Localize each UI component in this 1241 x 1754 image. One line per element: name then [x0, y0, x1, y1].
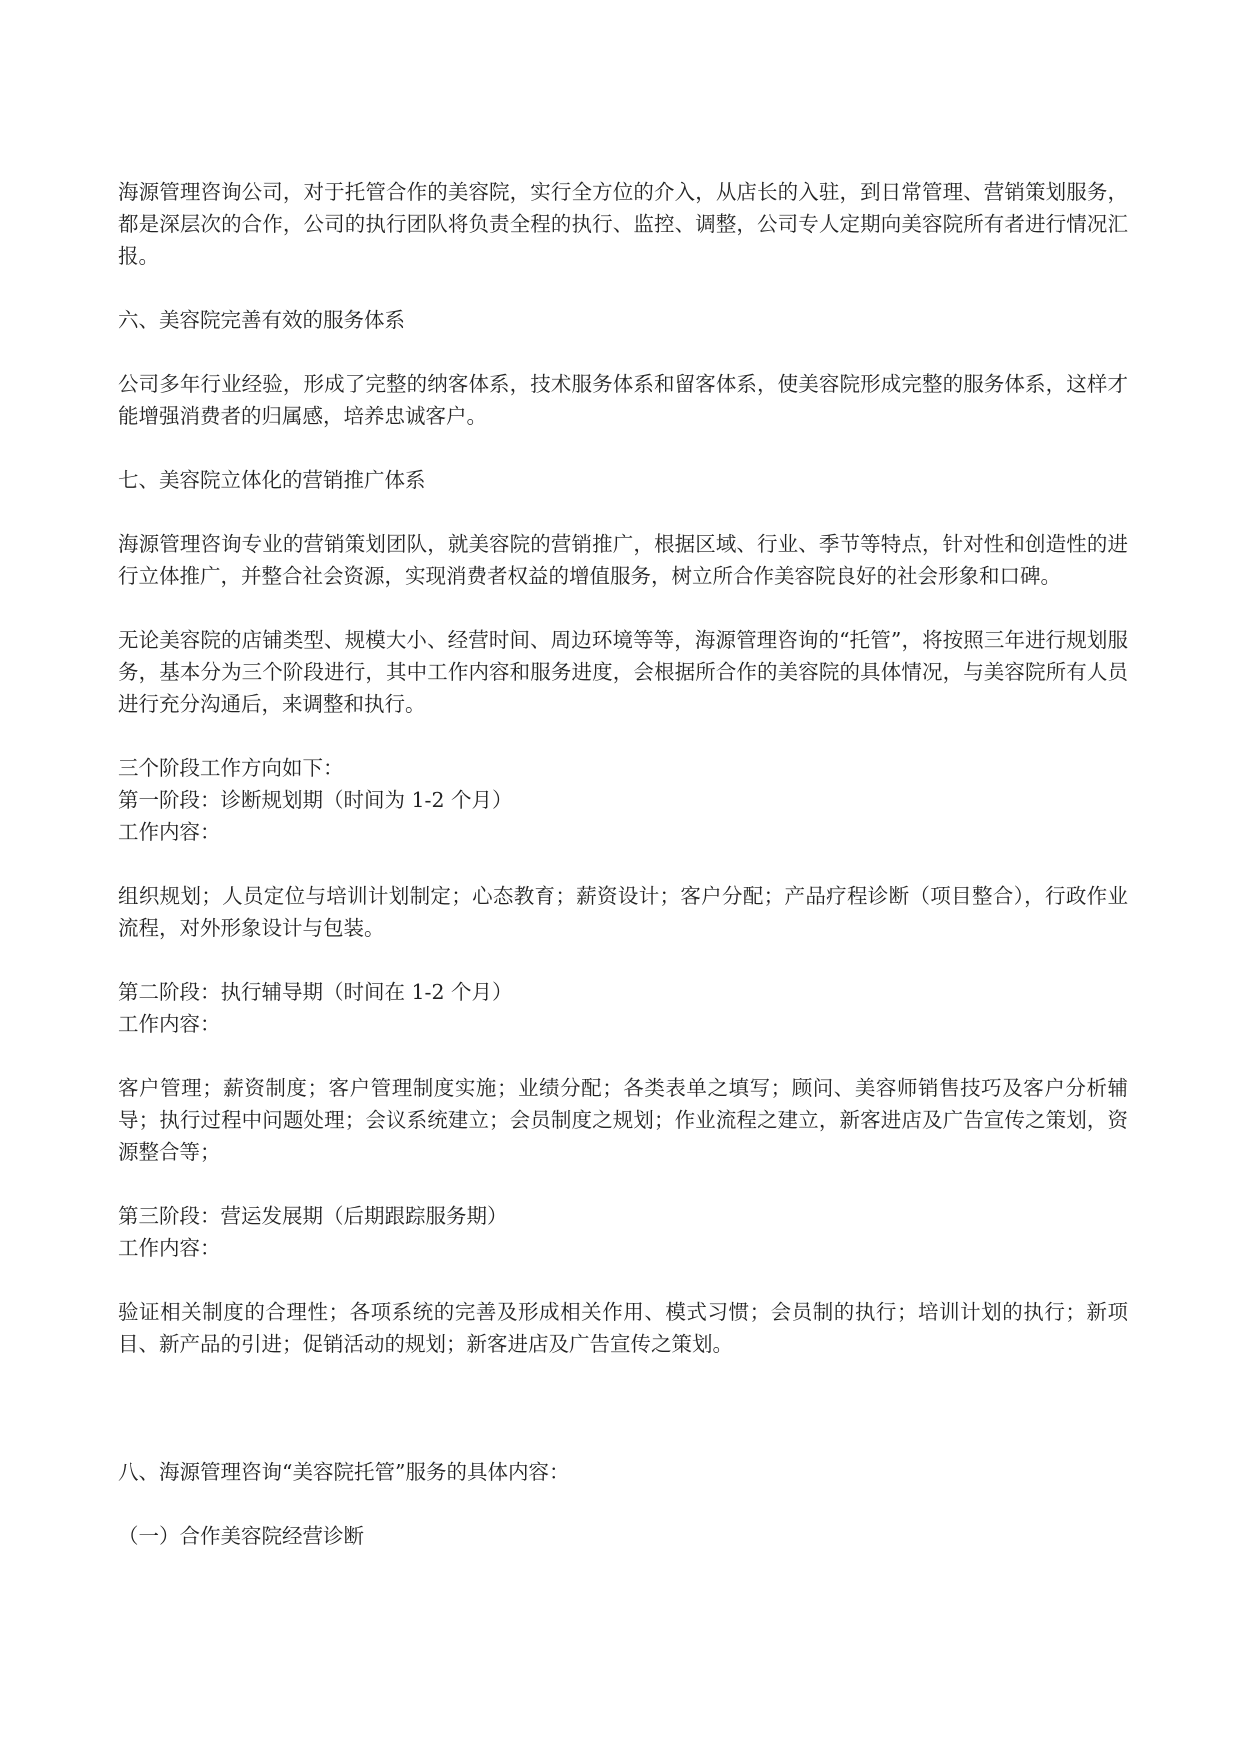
stage-2-header: [118, 976, 1128, 1040]
section-7-paragraph-1: 海源管理咨询专业的营销策划团队，就美容院的营销推广，根据区域、行业、季节等特点，针对性和创造性的进行立体推广，并整合社会资源，实现消费者权益的增值服务，树立所合作美容院良好的社会形象和口碑。: [118, 532, 1128, 588]
section-6-heading: 六、美容院完善有效的服务体系: [118, 308, 405, 332]
stage-2-content: 客户管理；薪资制度；客户管理制度实施；业绩分配；各类表单之填写；顾问、美容师销售技巧及客户分析辅导；执行过程中问题处理；会议系统建立；会员制度之规划；作业流程之建立，新客进店及广告宣传之策划，资源整合等；: [118, 1076, 1128, 1164]
stage-1-header: [118, 752, 1128, 848]
section-7-heading: 七、美容院立体化的营销推广体系: [118, 468, 426, 492]
stage-2-title: 第二阶段：执行辅导期（时间在 1-2 个月）: [118, 980, 513, 1004]
stage-3-work-label: 工作内容：: [118, 1236, 221, 1260]
section-6-paragraph: 公司多年行业经验，形成了完整的纳客体系，技术服务体系和留客体系，使美容院形成完整的服务体系，这样才能增强消费者的归属感，培养忠诚客户。: [118, 372, 1128, 428]
stage-1-title: 第一阶段：诊断规划期（时间为 1-2 个月）: [118, 788, 513, 812]
section-8-sub-1: （一）合作美容院经营诊断: [118, 1524, 364, 1548]
stage-3-header: [118, 1200, 1128, 1264]
stage-3-content: 验证相关制度的合理性；各项系统的完善及形成相关作用、模式习惯；会员制的执行；培训计划的执行；新项目、新产品的引进；促销活动的规划；新客进店及广告宣传之策划。: [118, 1300, 1128, 1356]
blank-space: [118, 1392, 1128, 1456]
stage-2-work-label: 工作内容：: [118, 1012, 221, 1036]
stages-intro: 三个阶段工作方向如下：: [118, 756, 344, 780]
stage-3-title: 第三阶段：营运发展期（后期跟踪服务期）: [118, 1204, 508, 1228]
stage-1-content: 组织规划；人员定位与培训计划制定；心态教育；薪资设计；客户分配；产品疗程诊断（项目整合），行政作业流程，对外形象设计与包装。: [118, 884, 1128, 940]
section-8-heading: 八、海源管理咨询“美容院托管”服务的具体内容：: [118, 1460, 570, 1484]
intro-paragraph: 海源管理咨询公司，对于托管合作的美容院，实行全方位的介入，从店长的入驻，到日常管理、营销策划服务，都是深层次的合作，公司的执行团队将负责全程的执行、监控、调整，公司专人定期向美容院所有者进行情况汇报。: [118, 180, 1128, 268]
document-body: [118, 176, 1128, 1584]
stage-1-work-label: 工作内容：: [118, 820, 221, 844]
section-7-paragraph-2: 无论美容院的店铺类型、规模大小、经营时间、周边环境等等，海源管理咨询的“托管”，将按照三年进行规划服务，基本分为三个阶段进行，其中工作内容和服务进度，会根据所合作的美容院的具体情况，与美容院所有人员进行充分沟通后，来调整和执行。: [118, 628, 1128, 716]
